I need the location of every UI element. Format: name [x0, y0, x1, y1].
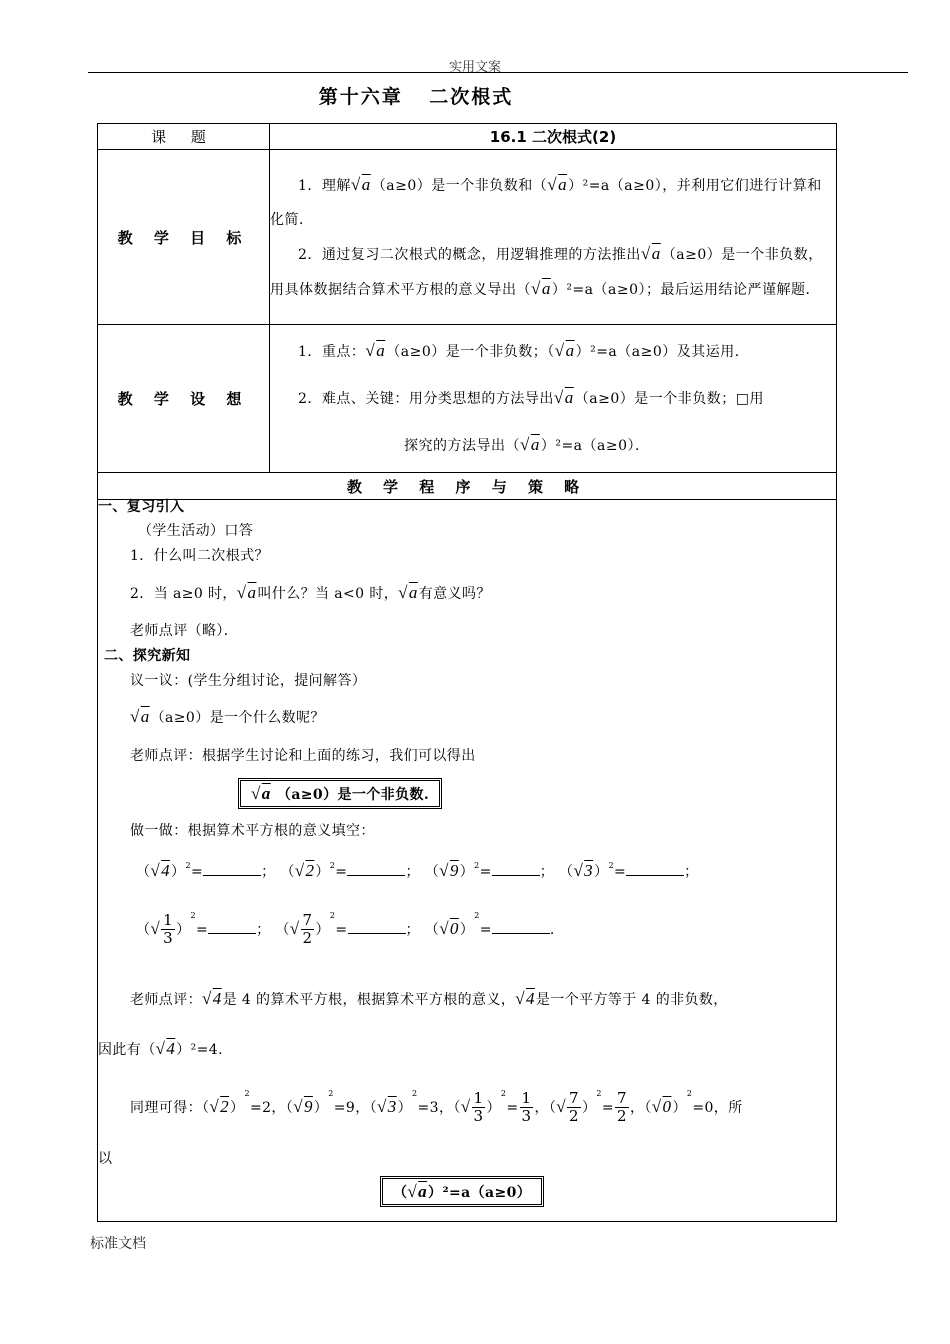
answer-blank[interactable]	[347, 875, 405, 876]
sqrt-a: √a	[251, 784, 271, 803]
exercise-row-2: （√ $\frac{1}{3}$ ）$^2$= ； （√ $\frac{7}{2}$ ）$^2$= ； $(√0)^2=$ .	[136, 911, 555, 948]
goals-label: 教 学 目 标	[98, 150, 270, 325]
program-title: 教 学 程 序 与 策 略	[98, 473, 837, 500]
design-content: 1．重点：√a（a≥0）是一个非负数；（√a）²=a（a≥0）及其运用． 2．难点、关键：用分类思想的方法导出√a（a≥0）是一个非负数；□用 探究的方法导出（√a）²=a（a≥0）．	[270, 325, 837, 473]
sqrt-a: √a	[553, 388, 574, 407]
sqrt-a: √a	[130, 707, 150, 726]
teacher-comment-cont: 因此有（√4）²=4.	[98, 1039, 223, 1058]
subject-value: 16.1 二次根式(2)	[270, 124, 837, 150]
conclusion-box: √a （a≥0）是一个非负数.	[240, 780, 440, 807]
answer-blank[interactable]	[492, 933, 550, 934]
answer-blank[interactable]	[203, 875, 261, 876]
teacher-comment: 老师点评：√4是 4 的算术平方根，根据算术平方根的意义，√4是一个平方等于 4 的非负数，	[130, 989, 728, 1008]
similar-results: 同理可得：$(√2)^2=2$，$(√9)^2=9$，$(√3)^2=3$，（√ $\frac{1}{3}$ ）$^2$= $\frac{1}{3}$ ，（√ $\frac{7}{2}$ ）$^2$= $\frac{7}{2}$ ，$(√0)^2=0$，所	[130, 1089, 743, 1126]
design-label: 教 学 设 想	[98, 325, 270, 473]
review-line-1: （学生活动）口答	[138, 523, 254, 539]
sqrt-a: √a	[365, 341, 386, 360]
sqrt-a: √a	[520, 435, 540, 454]
explore-line-1: 议一议：(学生分组讨论，提问解答）	[130, 673, 367, 689]
sqrt-a: √a	[350, 174, 371, 194]
lesson-plan-table	[97, 123, 837, 1222]
exercise-row-1: $(√4)^2=$ ； $(√2)^2=$ ； $(√9)^2=$ ； $(√3)^2=$ ；	[136, 861, 699, 880]
sqrt-a: √a	[554, 341, 575, 360]
final-formula-box: （√a）²=a（a≥0）	[382, 1178, 542, 1205]
sqrt-a: √a	[398, 583, 418, 602]
review-comment: 老师点评（略）．	[130, 623, 239, 639]
explore-line-3: 老师点评：根据学生讨论和上面的练习，我们可以得出	[130, 748, 476, 764]
exercise-intro: 做一做：根据算术平方根的意义填空：	[130, 823, 375, 839]
explore-line-2: √a（a≥0）是一个什么数呢？	[130, 707, 325, 726]
subject-label: 课 题	[98, 124, 270, 150]
sqrt-a: √a	[547, 174, 568, 194]
section-explore-title: 二、探究新知	[104, 648, 191, 664]
sqrt-a: √a	[531, 278, 551, 298]
page-footer-text: 标准文档	[90, 1236, 146, 1252]
chapter-title: 第十六章 二次根式	[318, 86, 514, 108]
page-header-text: 实用文案	[448, 60, 501, 75]
goals-content: 1．理解√a（a≥0）是一个非负数和（√a）²=a（a≥0），并利用它们进行计算和化简． 2．通过复习二次根式的概念，用逻辑推理的方法推出√a（a≥0）是一个非负数，用具体数据结合算术平方根的意义导出（√a）²=a（a≥0）；最后运用结论严谨解题．	[270, 150, 837, 325]
answer-blank[interactable]	[626, 875, 684, 876]
sqrt-a: √a	[640, 243, 661, 263]
similar-results-cont: 以	[98, 1151, 113, 1167]
program-body	[98, 500, 837, 1222]
header-divider	[88, 72, 908, 73]
review-question-2: 2．当 a≥0 时，√a叫什么？当 a<0 时，√a有意义吗？	[130, 583, 491, 602]
answer-blank[interactable]	[208, 933, 256, 934]
answer-blank[interactable]	[492, 875, 540, 876]
section-review-title: 一、复习引入	[98, 499, 185, 515]
answer-blank[interactable]	[348, 933, 406, 934]
review-question-1: 1．什么叫二次根式？	[130, 548, 269, 564]
sqrt-a: √a	[236, 583, 257, 602]
